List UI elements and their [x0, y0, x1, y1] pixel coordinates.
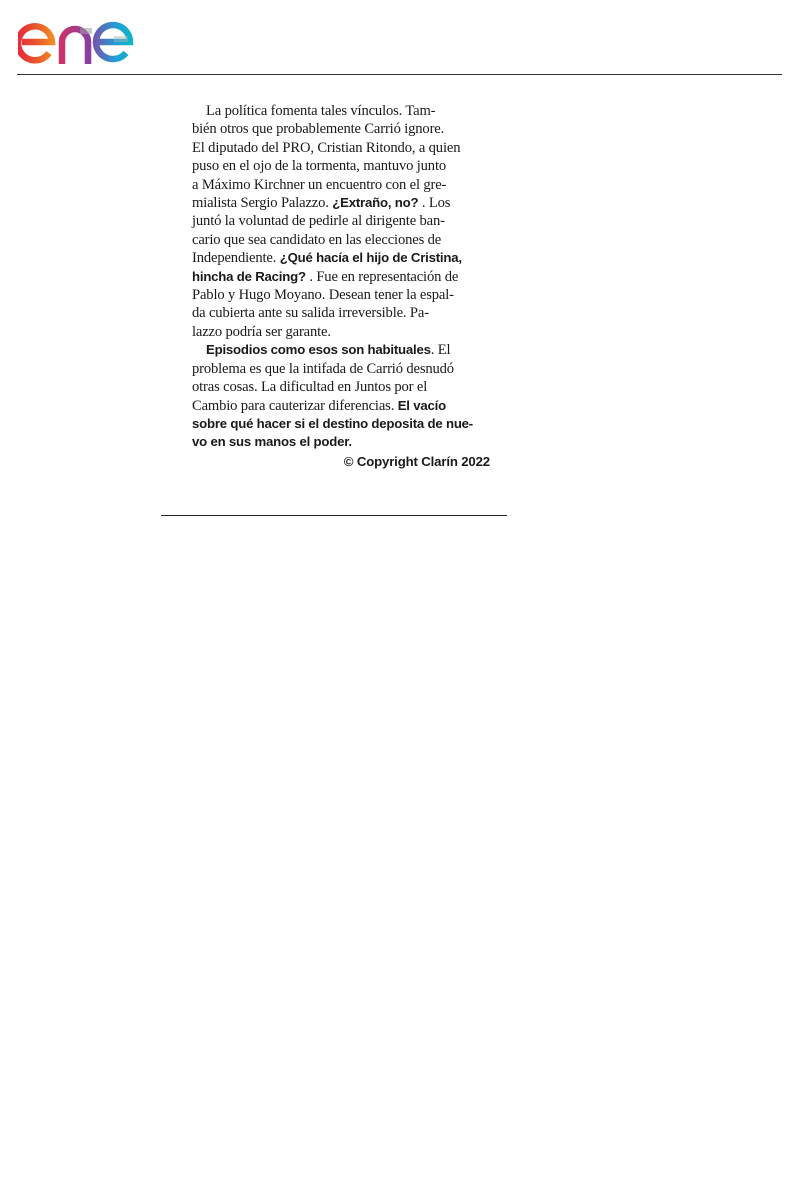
highlight-text: Episodios como esos son habituales: [206, 342, 431, 358]
text-line: cario que sea candidato en las elecciones de: [192, 231, 442, 248]
paragraph-1: [192, 102, 490, 341]
text-line: lazzo podría ser garante.: [192, 323, 331, 340]
text-segment: mialista Sergio Palazzo.: [192, 195, 329, 212]
text-line: [192, 341, 490, 359]
copyright-notice: © Copyright Clarín 2022: [343, 453, 490, 469]
paragraph-2: [192, 341, 490, 451]
text-line: da cubierta ante su salida irreversible. Pa-: [192, 305, 429, 322]
text-line: Pablo y Hugo Moyano. Desean tener la espal-: [192, 287, 454, 304]
text-line: [192, 397, 490, 415]
text-line: bién otros que probablemente Carrió ignore.: [192, 121, 445, 138]
text-line: puso en el ojo de la tormenta, mantuvo junto: [192, 158, 447, 175]
text-segment: Cambio para cauterizar diferencias.: [192, 397, 395, 414]
text-segment: . El: [430, 342, 451, 359]
highlight-line: vo en sus manos el poder.: [192, 434, 352, 450]
text-line: problema es que la intifada de Carrió desnudó: [192, 360, 454, 377]
highlight-text: hincha de Racing?: [192, 268, 306, 284]
highlight-text: El vacío: [397, 397, 446, 413]
enel-logo: [18, 8, 168, 66]
page-header: [0, 0, 800, 76]
text-line: [192, 268, 490, 286]
highlight-text: ¿Qué hacía el hijo de Cristina,: [279, 250, 462, 266]
text-segment: . Los: [421, 195, 451, 212]
text-segment: . Fue en representación de: [309, 268, 459, 285]
text-line: [192, 194, 490, 212]
text-line: otras cosas. La dificultad en Juntos por el: [192, 379, 428, 396]
article-body: [192, 102, 490, 471]
text-line: a Máximo Kirchner un encuentro con el gre-: [192, 176, 447, 193]
text-line: La política fomenta tales vínculos. Tam-: [206, 103, 436, 119]
article-end-divider: [161, 515, 507, 516]
text-line: [192, 249, 490, 267]
text-segment: Independiente.: [192, 250, 277, 267]
text-line: El diputado del PRO, Cristian Ritondo, a quien: [192, 139, 461, 156]
text-line: juntó la voluntad de pedirle al dirigente ban-: [192, 213, 445, 230]
highlight-line: sobre qué hacer si el destino deposita de nue-: [192, 415, 473, 431]
highlight-text: ¿Extraño, no?: [332, 195, 419, 211]
header-divider: [17, 74, 782, 75]
